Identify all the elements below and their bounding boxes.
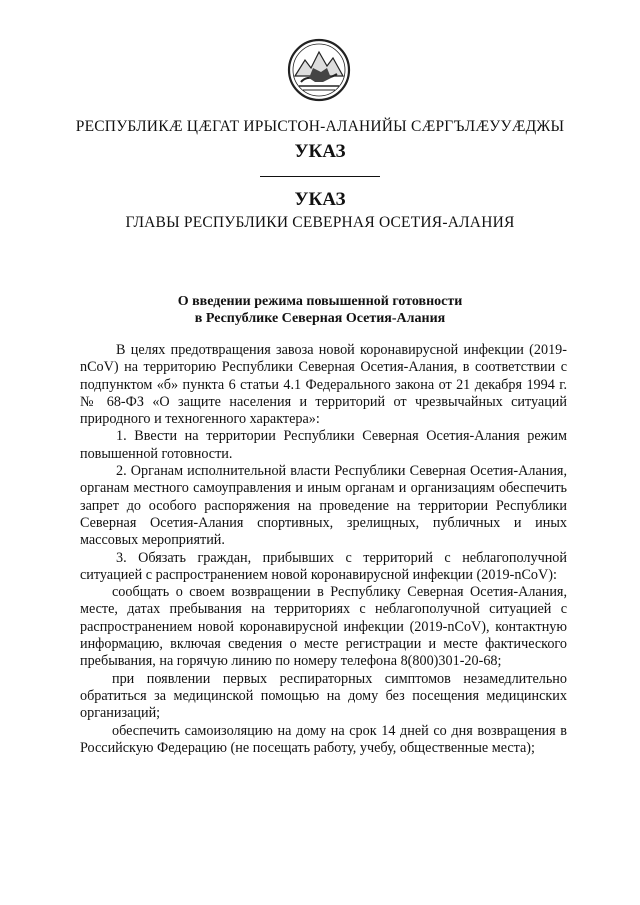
item-3-paragraph: 3. Обязать граждан, прибывших с территорий с неблагополучной ситуацией с распространением новой коронавирусной инфекции (2019-nCoV): xyxy=(80,549,567,583)
sub-item-isolation-paragraph: обеспечить самоизоляцию на дому на срок 14 дней со дня возвращения в Российскую Федерацию (не посещать работу, учебу, общественные места); xyxy=(80,722,567,756)
preamble-paragraph: В целях предотвращения завоза новой коронавирусной инфекции (2019-nCoV) на территорию Республики Северная Осетия-Алания, в соответствии с подпунктом «б» пункта 6 статьи 4.1 Федерального закона от 21 декабря 1994 г. № 68-ФЗ «О защите населения и территорий от чрезвычайных ситуаций природного и техногенного характера»: xyxy=(80,342,567,428)
item-1-paragraph: 1. Ввести на территории Республики Северная Осетия-Алания режим повышенной готовности. xyxy=(80,428,567,462)
russian-ukaz-heading: УКАЗ xyxy=(294,189,346,210)
russian-header: ГЛАВЫ РЕСПУБЛИКИ СЕВЕРНАЯ ОСЕТИЯ-АЛАНИЯ xyxy=(125,214,515,231)
document-title-line1: О введении режима повышенной готовности xyxy=(177,294,463,309)
document-title xyxy=(0,293,640,327)
header-divider xyxy=(260,176,380,177)
ossetian-header: РЕСПУБЛИКÆ ЦÆГАТ ИРЫСТОН-АЛАНИЙЫ СÆРГЪЛÆУУÆДЖЫ xyxy=(75,118,565,135)
sub-item-medical-paragraph: при появлении первых респираторных симптомов незамедлительно обратиться за медицинской помощью на дому без посещения медицинских организаций; xyxy=(80,670,567,722)
document-body xyxy=(80,342,567,757)
north-ossetia-coat-of-arms-icon xyxy=(287,38,351,102)
sub-item-report-paragraph: сообщать о своем возвращении в Республику Северная Осетия-Алания, месте, датах пребывания на территориях с неблагополучной ситуацией с распространением новой коронавирусной инфекции (2019-nCoV), контактную информацию, включая сведения о месте регистрации и месте фактического пребывания, на горячую линию по номеру телефона 8(800)301-20-68; xyxy=(80,584,567,670)
item-2-paragraph: 2. Органам исполнительной власти Республики Северная Осетия-Алания, органам местного самоуправления и иным органам и организациям обеспечить запрет до особого распоряжения на проведение на территории Республики Северная Осетия-Алания спортивных, зрелищных, публичных и иных массовых мероприятий. xyxy=(80,463,567,549)
document-title-line2: в Республике Северная Осетия-Алания xyxy=(194,311,446,326)
ossetian-ukaz-heading: УКАЗ xyxy=(294,141,346,162)
